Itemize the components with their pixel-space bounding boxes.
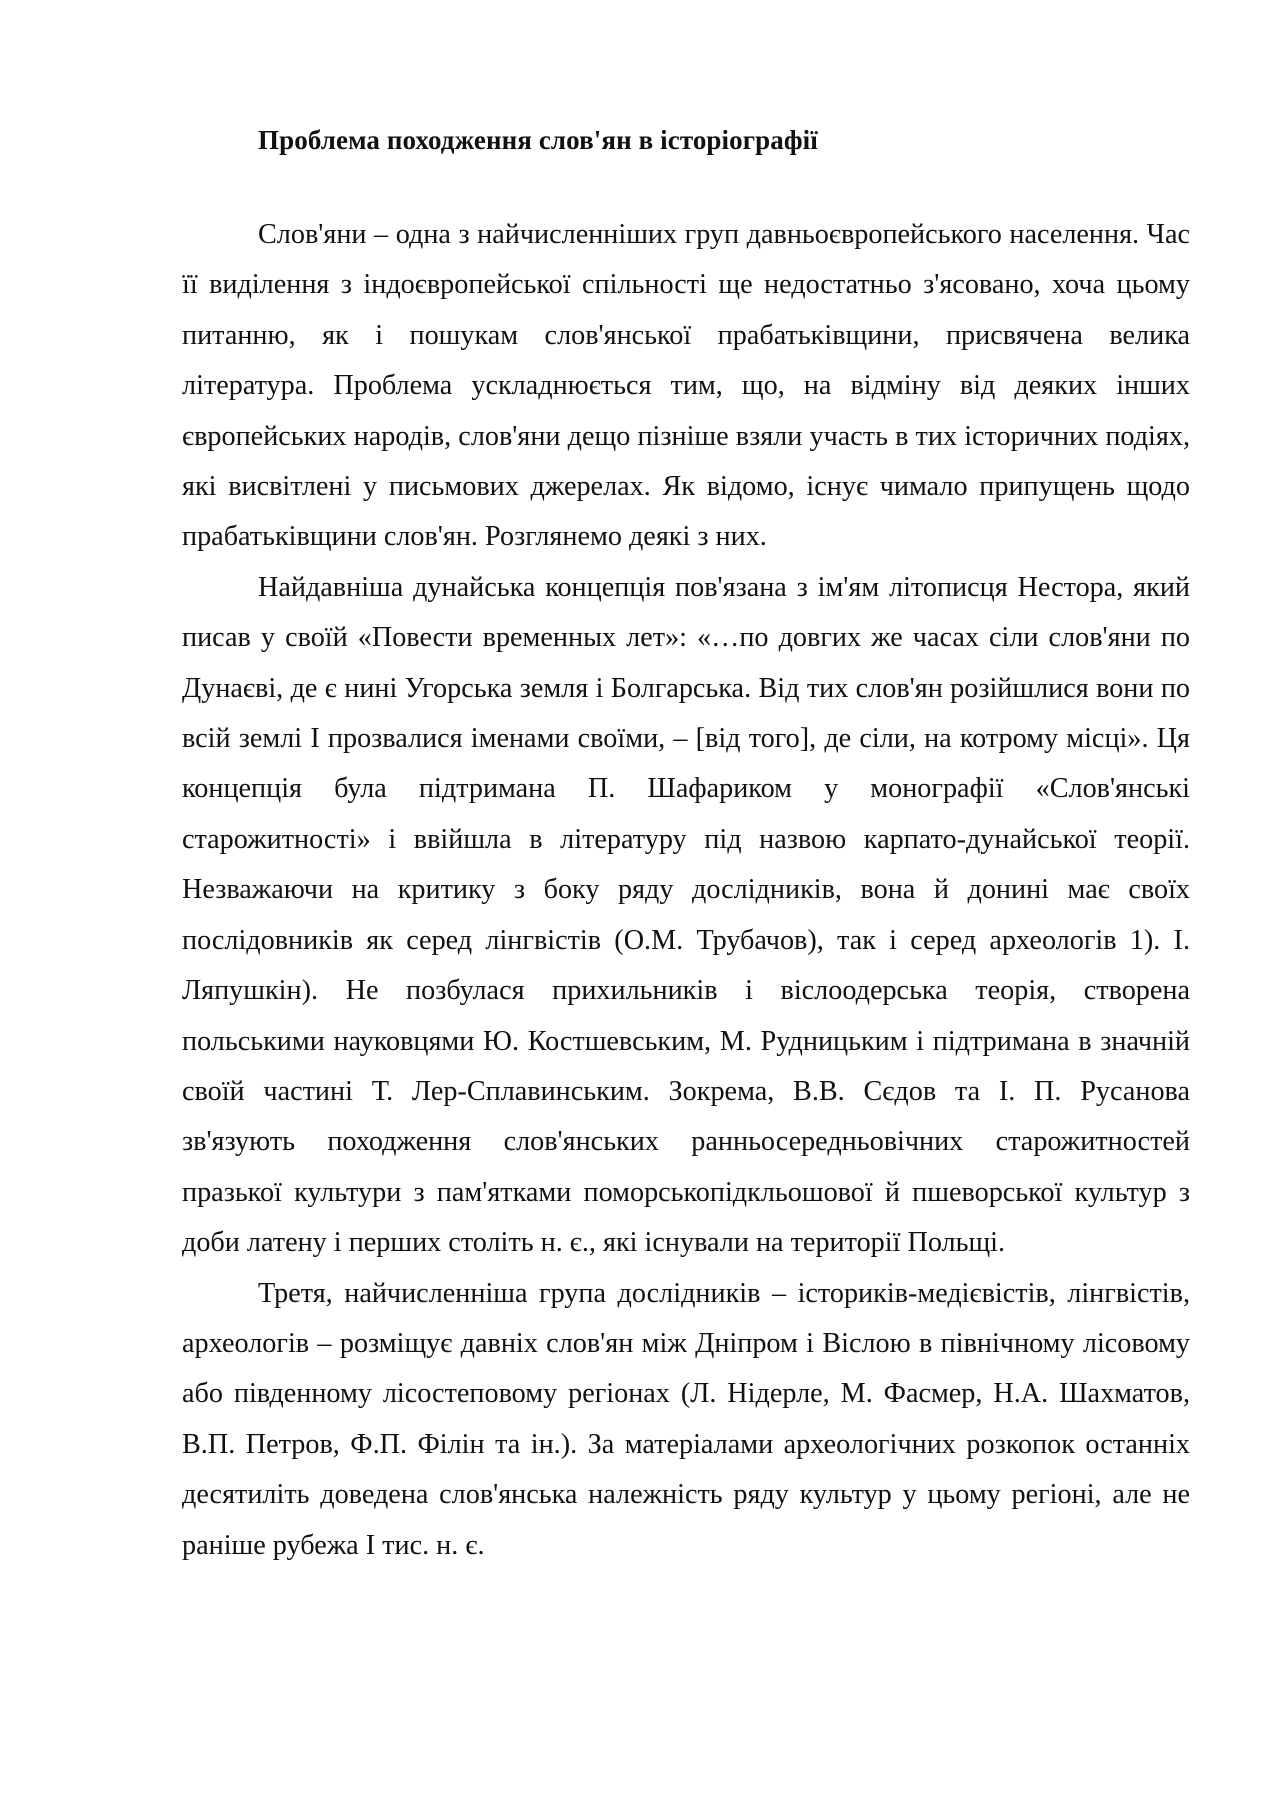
document-title: Проблема походження слов'ян в історіографії [258,125,818,155]
document-body [182,110,1190,1571]
paragraph-intro: Слов'яни – одна з найчисленніших груп давньоєвропейського населення. Час її виділення з індоєвропейської спільності ще недостатньо з'ясовано, хоча цьому питанню, як і пошукам слов'янської прабатьківщини, присвячена велика література. Проблема ускладнюється тим, що, на відміну від деяких інших європейських народів, слов'яни дещо пізніше взяли участь в тих історичних подіях, які висвітлені у письмових джерелах. Як відомо, існує чимало припущень щодо прабатьківщини слов'ян. Розглянемо деякі з них. [182,219,1190,553]
paragraph-dnieper-vistula: Третя, найчисленніша група дослідників – істориків-медієвістів, лінгвістів, археологів – розміщує давніх слов'ян між Дніпром і Віслою в північному лісовому або південному лісостеповому регіонах (Л. Нідерле, М. Фасмер, Н.А. Шахматов, В.П. Петров, Ф.П. Філін та ін.). За матеріалами археологічних розкопок останніх десятиліть доведена слов'янська належність ряду культур у цьому регіоні, але не раніше рубежа І тис. н. є. [182,1277,1190,1561]
paragraph-danube-concept: Найдавніша дунайська концепція пов'язана з ім'ям літописця Нестора, який писав у своїй «Повести временных лет»: «…по довгих же часах сіли слов'яни по Дунаєві, де є нині Угорська земля і Болгарська. Від тих слов'ян розійшлися вони по всій землі І прозвалися іменами своїми, – [від того], де сіли, на котрому місці». Ця концепція була підтримана П. Шафариком у монографії «Слов'янські старожитності» і ввійшла в літературу під назвою карпато-дунайської теорії. Незважаючи на критику з боку ряду дослідників, вона й донині має своїх послідовників як серед лінгвістів (О.М. Трубачов), так і серед археологів 1). І. Ляпушкін). Не позбулася прихильників і віслоодерська теорія, створена польськими науковцями Ю. Костшевським, М. Рудницьким і підтримана в значній своїй частині Т. Лер-Сплавинським. Зокрема, В.В. Сєдов та І. П. Русанова зв'язують походження слов'янських ранньосередньовічних старожитностей празької культури з пам'ятками поморськопідкльошової й пшеворської культур з доби латену і перших століть н. є., які існували на території Польщі. [182,571,1190,1259]
